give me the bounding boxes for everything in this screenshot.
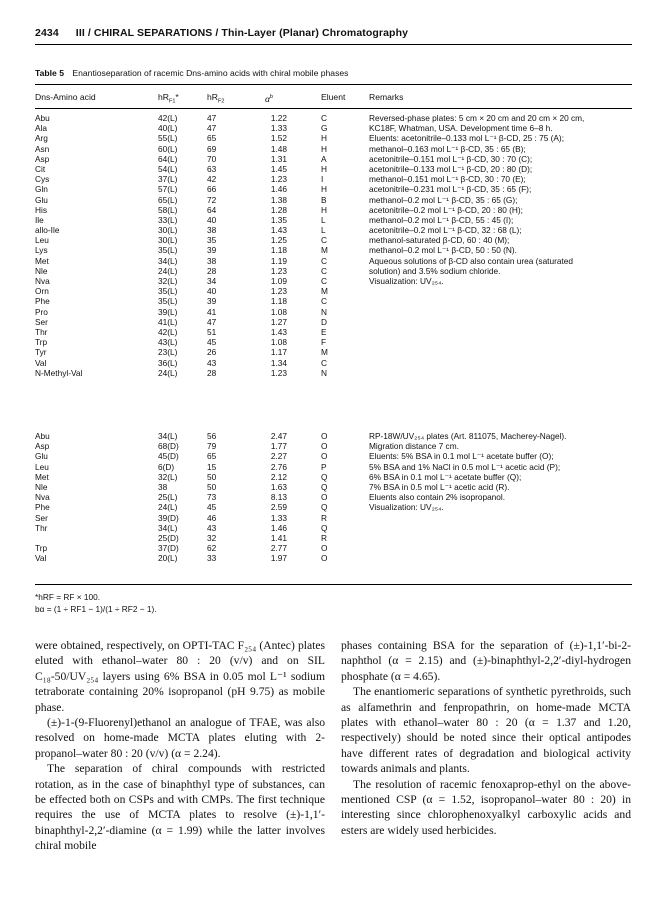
cell-hrf1: 34(L) (158, 255, 178, 266)
cell-amino-acid: Ala (35, 123, 47, 134)
cell-hrf1: 34(L) (158, 522, 178, 533)
cell-amino-acid: Gln (35, 184, 48, 195)
cell-amino-acid: Trp (35, 337, 48, 348)
table-row (35, 317, 632, 327)
cell-amino-acid: Ser (35, 512, 48, 523)
cell-alpha: 1.48 (270, 143, 287, 154)
cell-alpha: 1.43 (270, 225, 287, 236)
cell-hrf1: 45(D) (158, 451, 179, 462)
cell-eluent: C (321, 276, 327, 286)
cell-eluent: A (321, 153, 327, 164)
cell-hrf2: 45 (207, 337, 217, 348)
cell-amino-acid: Cys (35, 174, 50, 185)
cell-hrf2: 40 (207, 214, 217, 225)
cell-remarks: 7% BSA in 0.5 mol L⁻¹ acetic acid (R). (369, 481, 510, 492)
cell-hrf2: 72 (207, 194, 217, 205)
cell-alpha: 1.33 (270, 123, 287, 134)
table-row (35, 174, 632, 184)
cell-amino-acid: Nle (35, 265, 48, 276)
cell-hrf1: 32(L) (158, 276, 178, 286)
cell-eluent: B (321, 194, 327, 205)
cell-eluent: R (321, 532, 327, 543)
cell-hrf1: 37(D) (158, 543, 179, 554)
cell-hrf1: 30(L) (158, 235, 178, 246)
table-row (35, 245, 632, 255)
cell-eluent: R (321, 512, 327, 523)
cell-alpha: 1.23 (270, 367, 287, 378)
cell-alpha: 1.23 (270, 286, 287, 297)
cell-hrf1: 55(L) (158, 133, 178, 144)
cell-hrf2: 34 (207, 276, 217, 286)
cell-hrf1: 40(L) (158, 123, 178, 134)
table-row (35, 225, 632, 235)
table-row (35, 472, 632, 482)
table-row (35, 502, 632, 512)
cell-amino-acid: Abu (35, 113, 50, 123)
cell-hrf2: 47 (207, 316, 217, 327)
cell-eluent: C (321, 296, 327, 307)
cell-amino-acid: Nle (35, 481, 48, 492)
cell-amino-acid: Met (35, 471, 49, 482)
cell-amino-acid: Ile (35, 214, 44, 225)
cell-amino-acid: Asn (35, 143, 50, 154)
cell-eluent: C (321, 255, 327, 266)
cell-remarks: acetonitrile–0.2 mol L⁻¹ β-CD, 32 : 68 (L); (369, 225, 522, 236)
table-row (35, 513, 632, 523)
cell-hrf2: 50 (207, 481, 217, 492)
paragraph: The separation of chiral compounds with restricted rotation, as in the case of binaphthyl type of substances, can be effected both on CSPs and with CMPs. The first technique requires the use of MCTA plates to resolve (±)-1,1′-binaphthyl-2,2′-diamine (α = 1.99) while the latter involves chiral mobile (35, 762, 325, 853)
body-column-left (35, 638, 325, 854)
cell-hrf1: 35(L) (158, 286, 178, 297)
table-row (35, 553, 632, 563)
cell-hrf2: 65 (207, 451, 217, 462)
cell-remarks: Migration distance 7 cm. (369, 441, 459, 452)
cell-remarks: acetonitrile–0.133 mol L⁻¹ β-CD, 20 : 80 (D); (369, 163, 533, 174)
table-row (35, 205, 632, 215)
cell-alpha: 8.13 (270, 492, 287, 503)
cell-eluent: N (321, 306, 327, 317)
cell-hrf2: 28 (207, 367, 217, 378)
cell-hrf1: 24(L) (158, 502, 178, 513)
cell-amino-acid: Val (35, 553, 47, 564)
cell-hrf1: 20(L) (158, 553, 178, 564)
cell-alpha: 1.25 (270, 235, 287, 246)
cell-eluent: Q (321, 522, 328, 533)
cell-alpha: 1.33 (270, 512, 287, 523)
cell-alpha: 1.18 (270, 245, 287, 256)
table-row (35, 492, 632, 502)
cell-hrf2: 32 (207, 532, 217, 543)
cell-alpha: 1.28 (270, 204, 287, 215)
cell-eluent: O (321, 451, 328, 462)
cell-hrf2: 47 (207, 113, 217, 123)
cell-amino-acid: Abu (35, 431, 50, 441)
cell-hrf2: 64 (207, 204, 217, 215)
cell-remarks: methanol–0.2 mol L⁻¹ β-CD, 55 : 45 (I); (369, 214, 514, 225)
cell-alpha: 1.63 (270, 481, 287, 492)
cell-hrf2: 51 (207, 326, 217, 337)
cell-hrf2: 15 (207, 461, 217, 472)
col-header-alpha: $\alpha^b$ (265, 93, 273, 104)
cell-amino-acid: Thr (35, 326, 48, 337)
cell-alpha: 1.97 (270, 553, 287, 564)
table-row (35, 358, 632, 368)
cell-hrf1: 32(L) (158, 471, 178, 482)
cell-eluent: Q (321, 502, 328, 513)
cell-amino-acid: His (35, 204, 47, 215)
cell-hrf1: 38 (158, 481, 168, 492)
cell-remarks: RP-18W/UV₂₅₄ plates (Art. 811075, Macherey-Nagel). (369, 431, 567, 441)
table-row (35, 368, 632, 378)
cell-alpha: 1.45 (270, 163, 287, 174)
cell-eluent: H (321, 163, 327, 174)
cell-hrf2: 79 (207, 441, 217, 452)
cell-eluent: G (321, 123, 328, 134)
cell-alpha: 1.27 (270, 316, 287, 327)
cell-eluent: O (321, 553, 328, 564)
cell-amino-acid: Nva (35, 492, 50, 503)
running-header (35, 27, 408, 39)
cell-eluent: N (321, 367, 327, 378)
cell-eluent: O (321, 431, 328, 441)
cell-amino-acid: Val (35, 357, 47, 368)
cell-eluent: E (321, 326, 327, 337)
cell-eluent: F (321, 337, 327, 348)
cell-hrf1: 23(L) (158, 347, 178, 358)
cell-alpha: 1.08 (270, 306, 287, 317)
cell-hrf2: 35 (207, 235, 217, 246)
table-section-2 (35, 431, 632, 563)
cell-hrf1: 39(D) (158, 512, 179, 523)
cell-hrf1: 39(L) (158, 306, 178, 317)
cell-hrf1: 42(L) (158, 326, 178, 337)
table-row (35, 154, 632, 164)
cell-hrf2: 73 (207, 492, 217, 503)
running-title: III / CHIRAL SEPARATIONS / Thin-Layer (Planar) Chromatography (75, 27, 409, 39)
cell-hrf2: 38 (207, 225, 217, 236)
cell-hrf1: 6(D) (158, 461, 175, 472)
cell-remarks: Aqueous solutions of β-CD also contain urea (saturated (369, 255, 574, 266)
cell-hrf2: 65 (207, 133, 217, 144)
cell-amino-acid: Glu (35, 194, 48, 205)
cell-hrf2: 41 (207, 306, 217, 317)
col-header-hrf2: $hR_{F2}$ (207, 92, 225, 105)
cell-hrf1: 34(L) (158, 431, 178, 441)
cell-remarks: solution) and 3.5% sodium chloride. (369, 265, 501, 276)
cell-amino-acid: Met (35, 255, 49, 266)
cell-alpha: 1.09 (270, 276, 287, 286)
cell-eluent: H (321, 133, 327, 144)
cell-eluent: M (321, 286, 328, 297)
cell-hrf2: 63 (207, 163, 217, 174)
cell-alpha: 1.17 (270, 347, 287, 358)
body-column-right (341, 638, 631, 838)
cell-remarks: acetonitrile–0.231 mol L⁻¹ β-CD, 35 : 65 (F); (369, 184, 532, 195)
cell-remarks: methanol–0.2 mol L⁻¹ β-CD, 50 : 50 (N). (369, 245, 517, 256)
cell-alpha: 2.47 (270, 431, 287, 441)
cell-eluent: C (321, 235, 327, 246)
cell-eluent: Q (321, 471, 328, 482)
cell-hrf1: 54(L) (158, 163, 178, 174)
cell-amino-acid: Tyr (35, 347, 47, 358)
cell-hrf1: 35(L) (158, 245, 178, 256)
table-caption-text: Enantioseparation of racemic Dns-amino acids with chiral mobile phases (72, 68, 349, 78)
table-row (35, 123, 632, 133)
cell-hrf2: 56 (207, 431, 217, 441)
cell-eluent: L (321, 225, 326, 236)
table-row (35, 431, 632, 441)
cell-amino-acid: Leu (35, 235, 49, 246)
table-section-1 (35, 113, 632, 378)
cell-hrf1: 24(L) (158, 367, 178, 378)
cell-eluent: C (321, 265, 327, 276)
cell-hrf1: 33(L) (158, 214, 178, 225)
table-row (35, 482, 632, 492)
footnote-a: *hRF = RF × 100. (35, 592, 101, 602)
cell-amino-acid: Arg (35, 133, 48, 144)
cell-eluent: M (321, 245, 328, 256)
cell-remarks: 6% BSA in 0.1 mol L⁻¹ acetate buffer (Q); (369, 471, 522, 482)
cell-hrf2: 70 (207, 153, 217, 164)
cell-alpha: 2.27 (270, 451, 287, 462)
cell-hrf1: 36(L) (158, 357, 178, 368)
cell-amino-acid: Phe (35, 296, 50, 307)
cell-amino-acid: Nva (35, 276, 50, 286)
table-row (35, 133, 632, 143)
cell-alpha: 1.34 (270, 357, 287, 368)
cell-hrf2: 39 (207, 296, 217, 307)
cell-remarks: Visualization: UV₂₅₄. (369, 502, 444, 513)
cell-hrf1: 64(L) (158, 153, 178, 164)
cell-remarks: KC18F, Whatman, USA. Development time 6–8 h. (369, 123, 553, 134)
cell-alpha: 2.76 (270, 461, 287, 472)
paragraph: were obtained, respectively, on OPTI-TAC F₂₅₄ (Antec) plates eluted with ethanol–water 80 : 20 (v/v) and on SIL C₁₈-50/UV₂₅₄ layers using 6% BSA in 0.05 mol L⁻¹ sodium tetraborate containing 20% isopropanol (pH 9.75) as mobile phase. (35, 639, 325, 714)
cell-remarks: methanol–0.151 mol L⁻¹ β-CD, 30 : 70 (E); (369, 174, 526, 185)
table-row (35, 164, 632, 174)
cell-hrf2: 40 (207, 286, 217, 297)
cell-eluent: C (321, 357, 327, 368)
cell-hrf1: 41(L) (158, 316, 178, 327)
cell-alpha: 1.22 (270, 113, 287, 123)
cell-alpha: 1.43 (270, 326, 287, 337)
cell-alpha: 1.46 (270, 522, 287, 533)
cell-hrf1: 58(L) (158, 204, 178, 215)
cell-hrf1: 65(L) (158, 194, 178, 205)
cell-hrf1: 35(L) (158, 296, 178, 307)
table-row (35, 451, 632, 461)
table-row (35, 307, 632, 317)
cell-remarks: methanol–0.163 mol L⁻¹ β-CD, 35 : 65 (B); (369, 143, 526, 154)
cell-remarks: Reversed-phase plates: 5 cm × 20 cm and 20 cm × 20 cm, (369, 113, 585, 123)
cell-amino-acid: Leu (35, 461, 49, 472)
table-bottom-rule (35, 584, 632, 585)
cell-hrf1: 57(L) (158, 184, 178, 195)
cell-eluent: O (321, 441, 328, 452)
cell-hrf2: 62 (207, 543, 217, 554)
cell-alpha: 1.23 (270, 174, 287, 185)
paragraph: The enantiomeric separations of synthetic pyrethroids, such as alfamethrin and fenpropathrin, on home-made MCTA plates with ethanol–water 80 : 20 (α = 1.37 and 1.20, respectively) should be noted since their optical antipodes have different rates of degradation and biological activity towards animals and plants. (341, 685, 631, 776)
paragraph: The resolution of racemic fenoxaprop-ethyl on the above-mentioned CSP (α = 1.52, isopropanol–water 80 : 20) in interesting since chlorophenoxyalkyl carboxylic acids and esters are widely used herbicides. (341, 777, 631, 837)
cell-eluent: H (321, 143, 327, 154)
table-row (35, 113, 632, 123)
cell-alpha: 1.31 (270, 153, 287, 164)
table-row (35, 543, 632, 553)
cell-hrf2: 43 (207, 357, 217, 368)
cell-remarks: Eluents also contain 2% isopropanol. (369, 492, 506, 503)
cell-alpha: 1.19 (270, 255, 287, 266)
cell-hrf2: 47 (207, 123, 217, 134)
cell-remarks: 5% BSA and 1% NaCl in 0.5 mol L⁻¹ acetic acid (P); (369, 461, 561, 472)
table-row (35, 235, 632, 245)
page-number: 2434 (35, 27, 59, 39)
table-caption (35, 68, 348, 78)
col-header-eluent: Eluent (321, 92, 346, 102)
table-label: Table 5 (35, 68, 64, 78)
cell-remarks: methanol-saturated β-CD, 60 : 40 (M); (369, 235, 510, 246)
table-row (35, 533, 632, 543)
cell-alpha: 2.12 (270, 471, 287, 482)
table-row (35, 184, 632, 194)
cell-amino-acid: Thr (35, 522, 48, 533)
cell-alpha: 1.41 (270, 532, 287, 543)
cell-hrf2: 69 (207, 143, 217, 154)
cell-hrf2: 39 (207, 245, 217, 256)
cell-alpha: 1.77 (270, 441, 287, 452)
cell-amino-acid: Lys (35, 245, 48, 256)
cell-eluent: H (321, 184, 327, 195)
cell-eluent: O (321, 543, 328, 554)
table-row (35, 327, 632, 337)
cell-remarks: methanol–0.2 mol L⁻¹ β-CD, 35 : 65 (G); (369, 194, 518, 205)
cell-hrf2: 46 (207, 512, 217, 523)
cell-hrf1: 24(L) (158, 265, 178, 276)
header-rule (35, 44, 632, 45)
table-row (35, 347, 632, 357)
cell-hrf2: 38 (207, 255, 217, 266)
cell-alpha: 1.46 (270, 184, 287, 195)
paragraph: phases containing BSA for the separation of (±)-1,1′-bi-2-naphthol (α = 2.15) and (±)-binaphthyl-2,2′-diyl-hydrogen phosphate (α = 4.65). (341, 639, 631, 683)
cell-amino-acid: Glu (35, 451, 48, 462)
cell-remarks: acetonitrile–0.2 mol L⁻¹ β-CD, 20 : 80 (H); (369, 204, 523, 215)
cell-amino-acid: Cit (35, 163, 46, 174)
cell-eluent: C (321, 113, 327, 123)
table-row (35, 195, 632, 205)
table-row (35, 144, 632, 154)
cell-eluent: O (321, 492, 328, 503)
cell-hrf2: 45 (207, 502, 217, 513)
cell-eluent: H (321, 204, 327, 215)
cell-amino-acid: Orn (35, 286, 49, 297)
cell-hrf1: 43(L) (158, 337, 178, 348)
cell-amino-acid: N-Methyl-Val (35, 367, 83, 378)
cell-hrf1: 37(L) (158, 174, 178, 185)
cell-alpha: 1.35 (270, 214, 287, 225)
cell-hrf2: 28 (207, 265, 217, 276)
table-row (35, 462, 632, 472)
cell-hrf2: 42 (207, 174, 217, 185)
cell-remarks: acetonitrile–0.151 mol L⁻¹ β-CD, 30 : 70 (C); (369, 153, 533, 164)
table-row (35, 337, 632, 347)
cell-amino-acid: Pro (35, 306, 48, 317)
cell-amino-acid: Asp (35, 441, 50, 452)
table-row (35, 523, 632, 533)
paragraph: (±)-1-(9-Fluorenyl)ethanol an analogue of TFAE, was also resolved on home-made MCTA plates eluting with 2-propanol–water 80 : 20 (v/v) (α = 2.24). (35, 716, 325, 760)
cell-remarks: Eluents: acetonitrile–0.133 mol L⁻¹ β-CD, 25 : 75 (A); (369, 133, 564, 144)
col-header-amino-acid: Dns-Amino acid (35, 92, 96, 102)
cell-alpha: 2.59 (270, 502, 287, 513)
cell-hrf1: 25(L) (158, 492, 178, 503)
cell-amino-acid: Trp (35, 543, 48, 554)
cell-alpha: 1.08 (270, 337, 287, 348)
cell-hrf2: 43 (207, 522, 217, 533)
cell-hrf2: 33 (207, 553, 217, 564)
footnote-b: bα = (1 ÷ RF1 − 1)/(1 ÷ RF2 − 1). (35, 604, 157, 614)
col-header-hrf1: $hR_{F1}*$ (158, 92, 179, 105)
cell-alpha: 1.52 (270, 133, 287, 144)
cell-amino-acid: allo-Ile (35, 225, 60, 236)
table-row (35, 256, 632, 266)
cell-hrf1: 60(L) (158, 143, 178, 154)
cell-hrf1: 42(L) (158, 113, 178, 123)
table-top-rule (35, 84, 632, 85)
cell-hrf1: 25(D) (158, 532, 179, 543)
cell-hrf2: 26 (207, 347, 217, 358)
cell-eluent: P (321, 461, 327, 472)
cell-alpha: 1.18 (270, 296, 287, 307)
cell-hrf2: 50 (207, 471, 217, 482)
cell-alpha: 1.23 (270, 265, 287, 276)
cell-eluent: M (321, 347, 328, 358)
cell-amino-acid: Phe (35, 502, 50, 513)
cell-eluent: D (321, 316, 327, 327)
col-header-remarks: Remarks (369, 92, 404, 102)
table-row (35, 286, 632, 296)
table-row (35, 276, 632, 286)
cell-amino-acid: Asp (35, 153, 50, 164)
cell-hrf1: 68(D) (158, 441, 179, 452)
cell-amino-acid: Ser (35, 316, 48, 327)
cell-remarks: Visualization: UV₂₅₄. (369, 276, 444, 286)
cell-hrf1: 30(L) (158, 225, 178, 236)
cell-eluent: L (321, 214, 326, 225)
cell-eluent: I (321, 174, 324, 185)
cell-hrf2: 66 (207, 184, 217, 195)
cell-alpha: 1.38 (270, 194, 287, 205)
table-row (35, 441, 632, 451)
table-header-rule (35, 108, 632, 109)
table-row (35, 215, 632, 225)
table-row (35, 296, 632, 306)
cell-eluent: Q (321, 481, 328, 492)
cell-remarks: Eluents: 5% BSA in 0.1 mol L⁻¹ acetate buffer (O); (369, 451, 554, 462)
table-row (35, 266, 632, 276)
cell-alpha: 2.77 (270, 543, 287, 554)
